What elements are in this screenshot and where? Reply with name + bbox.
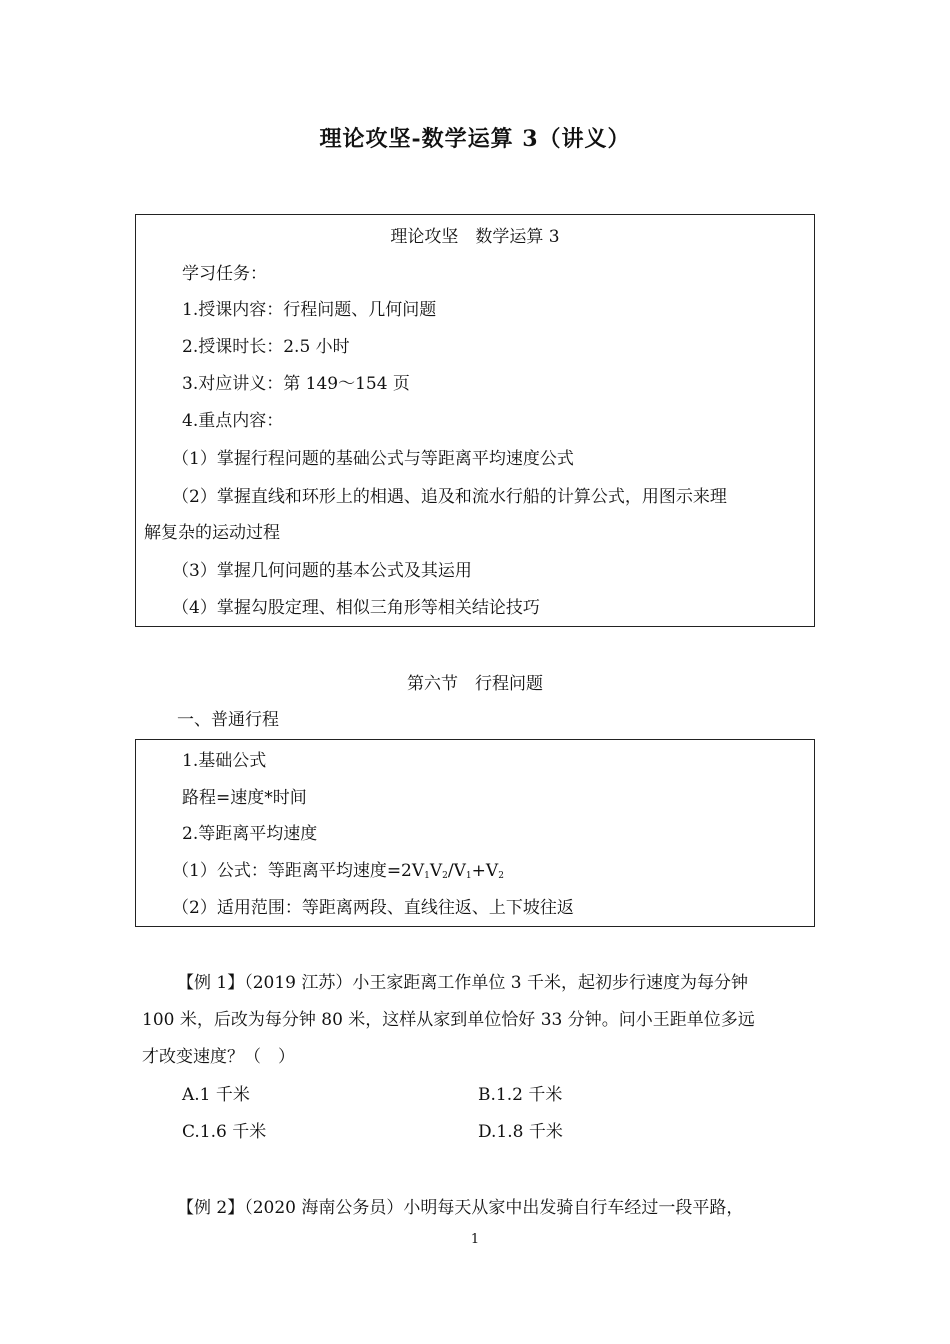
subsection-heading: 一、普通行程 xyxy=(177,710,279,730)
key-point-3: （3）掌握几何问题的基本公式及其运用 xyxy=(172,561,472,581)
key-point-4: （4）掌握勾股定理、相似三角形等相关结论技巧 xyxy=(172,598,540,618)
box-heading: 理论攻坚 数学运算 3 xyxy=(390,227,560,247)
task-item-4: 4.重点内容： xyxy=(182,411,284,431)
example-2-line-1: 【例 2】（2020 海南公务员）小明每天从家中出发骑自行车经过一段平路， xyxy=(177,1198,744,1218)
key-point-2: （2）掌握直线和环形上的相遇、追及和流水行船的计算公式，用图示来理 xyxy=(172,487,727,507)
task-item-2: 2.授课时长：2.5 小时 xyxy=(182,337,350,357)
distance-formula: 路程=速度*时间 xyxy=(182,788,307,808)
formula-heading-2: 2.等距离平均速度 xyxy=(182,824,318,844)
example-1-line-1: 【例 1】（2019 江苏）小王家距离工作单位 3 千米，起初步行速度为每分钟 xyxy=(177,973,749,993)
document-title: 理论攻坚-数学运算 3（讲义） xyxy=(319,126,631,152)
key-point-2-continued: 解复杂的运动过程 xyxy=(144,523,280,543)
task-item-3: 3.对应讲义：第 149～154 页 xyxy=(182,374,410,394)
option-a: A.1 千米 xyxy=(182,1085,250,1105)
applicable-scope: （2）适用范围：等距离两段、直线往返、上下坡往返 xyxy=(172,898,574,918)
section-title: 第六节 行程问题 xyxy=(407,674,543,694)
page-number: 1 xyxy=(470,1232,480,1247)
formula-heading-1: 1.基础公式 xyxy=(182,751,267,771)
example-1-line-2: 100 米，后改为每分钟 80 米，这样从家到单位恰好 33 分钟。问小王距单位多远 xyxy=(142,1010,755,1030)
formula-box xyxy=(135,739,815,927)
option-b: B.1.2 千米 xyxy=(478,1085,563,1105)
key-point-1: （1）掌握行程问题的基础公式与等距离平均速度公式 xyxy=(172,449,574,469)
option-c: C.1.6 千米 xyxy=(182,1122,267,1142)
learning-tasks-box xyxy=(135,214,815,627)
average-speed-formula: （1）公式：等距离平均速度$=2V_1V_2/V_1+V_2$ xyxy=(172,861,504,881)
learning-tasks-label: 学习任务： xyxy=(182,264,267,284)
example-1-line-3: 才改变速度？（ ） xyxy=(142,1047,295,1067)
option-d: D.1.8 千米 xyxy=(478,1122,563,1142)
task-item-1: 1.授课内容：行程问题、几何问题 xyxy=(182,300,437,320)
